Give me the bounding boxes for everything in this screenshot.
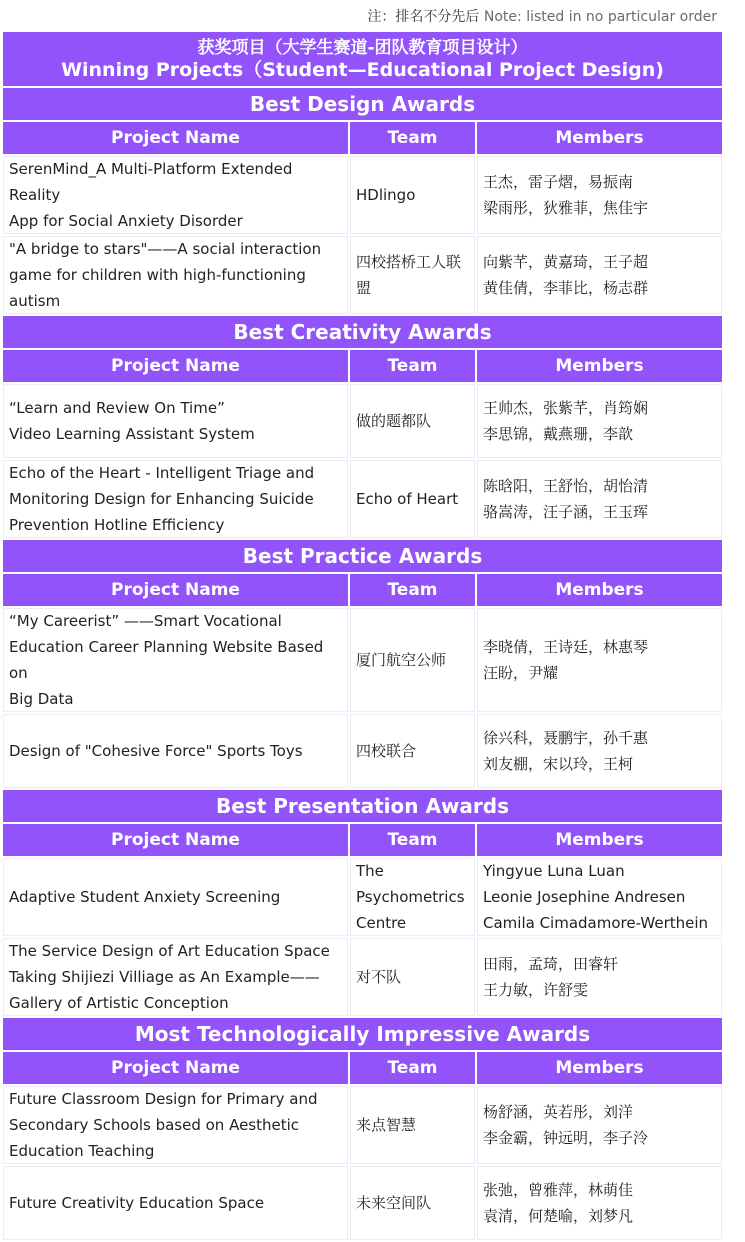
team-line: The <box>356 862 384 880</box>
project-name-line: Education Career Planning Website Based on <box>9 638 324 682</box>
project-name-line: “My Careerist” ——Smart Vocational <box>9 612 282 630</box>
members-line: Camila Cimadamore-Werthein <box>483 914 709 932</box>
members-cell <box>477 608 722 712</box>
members-line: 田雨，孟琦，田睿轩 <box>483 955 619 973</box>
column-header-members: Members <box>477 350 722 382</box>
section-title: Best Practice Awards <box>3 540 722 572</box>
members-cell <box>477 858 722 936</box>
column-header-row <box>3 824 722 856</box>
awards-table-body <box>3 32 722 1240</box>
project-name-cell <box>3 460 348 538</box>
column-header-team: Team <box>350 1052 475 1084</box>
members-line: Leonie Josephine Andresen <box>483 888 686 906</box>
members-line: 刘友棚，宋以玲，王柯 <box>483 755 634 773</box>
members-line: 袁清，何楚喻，刘梦凡 <box>483 1207 634 1225</box>
team-line: 厦门航空公师 <box>356 651 447 669</box>
team-line: Echo of Heart <box>356 490 459 508</box>
team-cell <box>350 236 475 314</box>
ranking-note-en: Note: listed in no particular order <box>483 9 717 25</box>
team-line: 四校搭桥工人联 <box>356 253 462 271</box>
members-cell <box>477 1166 722 1240</box>
members-line: 杨舒涵，英若彤，刘洋 <box>483 1103 634 1121</box>
table-row <box>3 1166 722 1240</box>
project-name-cell <box>3 1086 348 1164</box>
team-line: 盟 <box>356 279 372 297</box>
title-row <box>3 32 722 86</box>
project-name-line: Future Classroom Design for Primary and <box>9 1090 318 1108</box>
column-header-project: Project Name <box>3 350 348 382</box>
section-title: Best Creativity Awards <box>3 316 722 348</box>
members-cell <box>477 156 722 234</box>
project-name-line: Echo of the Heart - Intelligent Triage and <box>9 464 315 482</box>
column-header-project: Project Name <box>3 574 348 606</box>
table-row <box>3 1086 722 1164</box>
team-cell <box>350 1166 475 1240</box>
team-line: 四校联合 <box>356 742 417 760</box>
project-name-line: SerenMind_A Multi-Platform Extended Reality <box>9 160 293 204</box>
ranking-note-zh: 注：排名不分先后 <box>367 9 480 25</box>
table-title-en: Winning Projects（Student—Educational Project Design) <box>61 59 664 81</box>
members-line: 骆嵩涛，汪子涵，王玉珲 <box>483 503 649 521</box>
project-name-line: The Service Design of Art Education Space <box>9 942 330 960</box>
table-row <box>3 938 722 1016</box>
team-line: 对不队 <box>356 968 402 986</box>
project-name-line: Big Data <box>9 690 74 708</box>
column-header-row <box>3 350 722 382</box>
table-row <box>3 236 722 314</box>
column-header-team: Team <box>350 574 475 606</box>
team-line: Centre <box>356 914 407 932</box>
table-row <box>3 460 722 538</box>
team-cell <box>350 608 475 712</box>
members-line: 张弛，曾雅萍，林萌佳 <box>483 1181 634 1199</box>
project-name-line: Taking Shijiezi Villiage as An Example—— <box>9 968 320 986</box>
column-header-members: Members <box>477 122 722 154</box>
project-name-cell <box>3 608 348 712</box>
members-line: Yingyue Luna Luan <box>483 862 625 880</box>
team-cell <box>350 714 475 788</box>
team-line: Psychometrics <box>356 888 465 906</box>
members-line: 汪盼，尹耀 <box>483 664 559 682</box>
column-header-members: Members <box>477 574 722 606</box>
team-cell <box>350 938 475 1016</box>
project-name-line: “Learn and Review On Time” <box>9 399 225 417</box>
project-name-line: Video Learning Assistant System <box>9 425 255 443</box>
members-line: 李金霸，钟远明，李子泠 <box>483 1129 649 1147</box>
table-row <box>3 156 722 234</box>
project-name-cell <box>3 156 348 234</box>
project-name-cell <box>3 938 348 1016</box>
project-name-cell <box>3 714 348 788</box>
project-name-line: App for Social Anxiety Disorder <box>9 212 243 230</box>
project-name-line: game for children with high-functioning autism <box>9 266 306 310</box>
section-title: Best Presentation Awards <box>3 790 722 822</box>
column-header-members: Members <box>477 824 722 856</box>
project-name-line: Gallery of Artistic Conception <box>9 994 229 1012</box>
team-cell <box>350 460 475 538</box>
section-row <box>3 790 722 822</box>
section-row <box>3 316 722 348</box>
members-line: 王杰，雷子熠，易振南 <box>483 173 634 191</box>
members-cell <box>477 384 722 458</box>
table-title <box>3 32 722 86</box>
team-line: HDlingo <box>356 186 416 204</box>
column-header-project: Project Name <box>3 824 348 856</box>
members-cell <box>477 938 722 1016</box>
column-header-project: Project Name <box>3 122 348 154</box>
project-name-line: "A bridge to stars"——A social interaction <box>9 240 322 258</box>
ranking-note <box>367 6 717 26</box>
section-row <box>3 88 722 120</box>
members-line: 王帅杰，张紫芊，肖筠娴 <box>483 399 649 417</box>
column-header-team: Team <box>350 350 475 382</box>
team-line: 来点智慧 <box>356 1116 417 1134</box>
section-title: Best Design Awards <box>3 88 722 120</box>
team-cell <box>350 384 475 458</box>
project-name-cell <box>3 384 348 458</box>
project-name-line: Adaptive Student Anxiety Screening <box>9 888 281 906</box>
column-header-team: Team <box>350 824 475 856</box>
members-line: 李思锦，戴燕珊，李歆 <box>483 425 634 443</box>
members-line: 徐兴科，聂鹏宇，孙千惠 <box>483 729 649 747</box>
project-name-cell <box>3 236 348 314</box>
members-cell <box>477 460 722 538</box>
table-row <box>3 384 722 458</box>
section-row <box>3 540 722 572</box>
project-name-line: Secondary Schools based on Aesthetic <box>9 1116 300 1134</box>
table-row <box>3 714 722 788</box>
column-header-row <box>3 122 722 154</box>
project-name-line: Design of "Cohesive Force" Sports Toys <box>9 742 303 760</box>
team-cell <box>350 858 475 936</box>
table-title-zh: 获奖项目（大学生赛道-团队教育项目设计） <box>197 38 528 58</box>
project-name-line: Monitoring Design for Enhancing Suicide <box>9 490 314 508</box>
column-header-members: Members <box>477 1052 722 1084</box>
members-line: 黄佳倩，李菲比，杨志群 <box>483 279 649 297</box>
members-cell <box>477 714 722 788</box>
project-name-cell <box>3 858 348 936</box>
table-row <box>3 858 722 936</box>
table-row <box>3 608 722 712</box>
project-name-line: Education Teaching <box>9 1142 155 1160</box>
column-header-team: Team <box>350 122 475 154</box>
members-line: 向紫芊，黄嘉琦，王子超 <box>483 253 649 271</box>
members-line: 王力敏，许舒雯 <box>483 981 589 999</box>
team-line: 未来空间队 <box>356 1194 432 1212</box>
column-header-row <box>3 574 722 606</box>
column-header-project: Project Name <box>3 1052 348 1084</box>
awards-table <box>1 30 724 1242</box>
project-name-line: Future Creativity Education Space <box>9 1194 265 1212</box>
column-header-row <box>3 1052 722 1084</box>
members-line: 陈晗阳，王舒怡，胡怡清 <box>483 477 649 495</box>
project-name-cell <box>3 1166 348 1240</box>
team-cell <box>350 156 475 234</box>
project-name-line: Prevention Hotline Efficiency <box>9 516 225 534</box>
members-cell <box>477 1086 722 1164</box>
members-line: 梁雨彤，狄雅菲，焦佳宇 <box>483 199 649 217</box>
team-line: 做的题都队 <box>356 412 432 430</box>
team-cell <box>350 1086 475 1164</box>
members-line: 李晓倩，王诗廷，林惠琴 <box>483 638 649 656</box>
members-cell <box>477 236 722 314</box>
section-title: Most Technologically Impressive Awards <box>3 1018 722 1050</box>
section-row <box>3 1018 722 1050</box>
